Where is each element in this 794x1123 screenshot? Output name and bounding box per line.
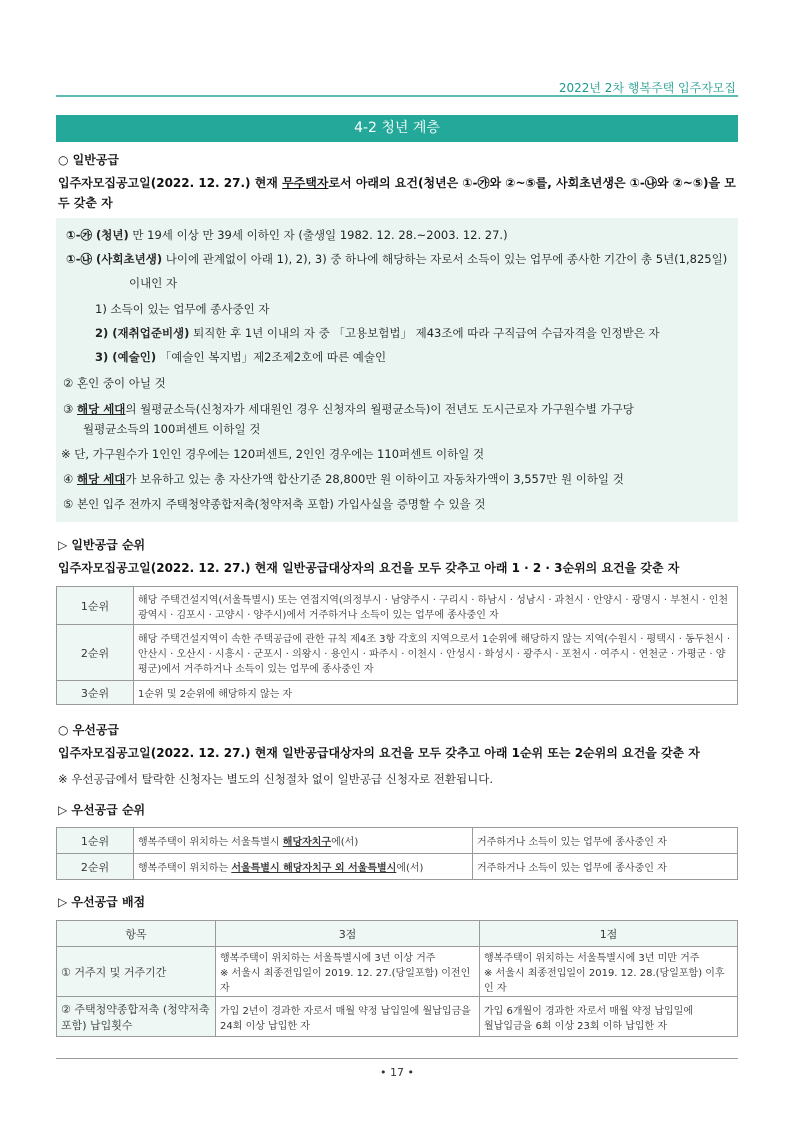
table-row [57,854,738,880]
req-1b [66,250,727,268]
header-item: 항목 [57,921,216,947]
rank-right: 거주하거나 소득이 있는 업무에 종사중인 자 [473,828,738,854]
score-item: ① 거주지 및 거주기간 [57,947,216,997]
score-3pt [216,947,480,997]
req-1b-label: ①-㉯ (사회초년생) [66,252,163,266]
rank-desc: 해당 주택건설지역(서울특별시) 또는 연접지역(의정부시 · 남양주시 · 구리시 · 하남시 · 성남시 · 과천시 · 안양시 · 광명시 · 부천시 · 인천광역시 · 김포시 · 고양시 · 양주시)에서 거주하거나 소득이 있는 업무에 종사중인 자 [134,587,738,625]
score-3pt-line2: 24회 이상 납입한 자 [220,1020,310,1032]
rank-condition-bold: 해당자치구 [282,837,332,848]
section-banner: 4-2 청년 계층 [56,115,738,142]
req-1a [66,226,508,244]
req-2: ② 혼인 중이 아닐 것 [63,376,166,390]
rank-condition-post: 에(서) [331,837,359,848]
score-1pt-line1: 행복주택이 위치하는 서울특별시에 3년 미만 거주 [484,953,700,964]
rank-condition-post: 에(서) [396,863,424,874]
req-5: ⑤ 본인 입주 전까지 주택청약종합저축(청약저축 포함) 가입사실을 증명할 수 있을 것 [63,497,486,511]
req-note: ※ 단, 가구원수가 1인인 경우에는 120퍼센트, 2인인 경우에는 110퍼센트 이하일 것 [61,447,485,461]
general-rank-table [56,586,738,705]
rank-condition-bold: 서울특별시 해당자치구 외 서울특별시 [231,863,397,874]
table-row [57,625,738,681]
rank-cell: 3순위 [57,681,134,705]
req-sub-2-label: 2) (재취업준비생) [95,326,190,340]
score-1pt-line2: ※ 서울시 최종전입일이 2019. 12. 28.(당일포함) 이후인 자 [484,968,725,994]
footer-divider [56,1058,738,1059]
req-4-underlined: 해당 세대 [76,472,126,486]
rank-cell: 2순위 [57,625,134,681]
header-divider [56,95,738,97]
req-1b-cont: 이내인 자 [129,276,178,290]
table-row [57,828,738,854]
score-1pt-line1: 가입 6개월이 경과한 자로서 매월 약정 납입일에 [484,1005,693,1017]
req-4-prefix: ④ [63,472,77,486]
header-1pt: 1점 [480,921,738,947]
rank-condition-pre: 행복주택이 위치하는 [138,863,232,874]
score-item: ② 주택청약종합저축 (청약저축 포함) 납입횟수 [57,997,216,1037]
score-3pt-line1: 가입 2년이 경과한 자로서 매월 약정 납입일에 월납입금을 [220,1005,471,1017]
score-3pt [216,997,480,1037]
req-1a-text: 만 19세 이상 만 39세 이하인 자 (출생일 1982. 12. 28.~2003. 12. 27.) [128,228,508,242]
general-intro-b: 로서 아래의 요건(청년은 ①-㉮와 ②~⑤를, 사회초년생은 ①-㉯와 ②~⑤)을 모두 갖춘 자 [58,176,736,210]
req-sub-3-text: 「예술인 복지법」제2조제2호에 따른 예술인 [156,350,387,364]
priority-heading: ○ 우선공급 [58,723,120,737]
table-row [57,587,738,625]
rank-desc: 1순위 및 2순위에 해당하지 않는 자 [134,681,738,705]
rank-cell: 1순위 [57,587,134,625]
header-3pt: 3점 [216,921,480,947]
requirements-box [56,218,738,522]
priority-score-heading: ▷ 우선공급 배점 [58,895,146,909]
score-1pt [480,997,738,1037]
score-1pt-line2: 월납입금을 6회 이상 23회 이하 납입한 자 [484,1020,668,1032]
req-sub-2 [95,324,660,342]
req-3-text: 의 월평균소득(신청자가 세대원인 경우 신청자의 월평균소득)이 전년도 도시근로자 가구원수별 가구당 [125,402,634,416]
req-4 [63,470,624,488]
req-sub-3 [95,348,386,366]
req-3-cont: 월평균소득의 100퍼센트 이하일 것 [83,422,261,436]
table-header-row [57,921,738,947]
priority-rank-heading: ▷ 우선공급 순위 [58,803,146,817]
score-3pt-line1: 행복주택이 위치하는 서울특별시에 3년 이상 거주 [220,953,436,964]
general-rank-heading: ▷ 일반공급 순위 [58,538,146,552]
rank-cell: 2순위 [57,854,134,880]
general-intro-a: 입주자모집공고일(2022. 12. 27.) 현재 [58,176,283,190]
score-3pt-line2: ※ 서울시 최종전입일이 2019. 12. 27.(당일포함) 이전인 자 [220,968,471,994]
table-row [57,947,738,997]
priority-rank-table [56,827,738,880]
req-4-text: 가 보유하고 있는 총 자산가액 합산기준 28,800만 원 이하이고 자동차가액이 3,557만 원 이하일 것 [125,472,624,486]
req-1b-text: 나이에 관계없이 아래 1), 2), 3) 중 하나에 해당하는 자로서 소득이 있는 업무에 종사한 기간이 총 5년(1,825일) [162,252,728,266]
priority-score-table [56,920,738,1037]
general-intro [58,173,740,213]
general-rank-intro: 입주자모집공고일(2022. 12. 27.) 현재 일반공급대상자의 요건을 모두 갖추고 아래 1 · 2 · 3순위의 요건을 갖춘 자 [58,561,680,575]
req-3 [63,400,634,418]
table-row [57,681,738,705]
req-sub-3-label: 3) (예술인) [95,350,157,364]
rank-condition-pre: 행복주택이 위치하는 서울특별시 [138,837,283,848]
table-row [57,997,738,1037]
priority-intro: 입주자모집공고일(2022. 12. 27.) 현재 일반공급대상자의 요건을 모두 갖추고 아래 1순위 또는 2순위의 요건을 갖춘 자 [58,746,700,760]
req-sub-2-text: 퇴직한 후 1년 이내의 자 중 「고용보험법」 제43조에 따라 구직급여 수급자격을 인정받은 자 [189,326,660,340]
req-3-underlined: 해당 세대 [76,402,126,416]
rank-condition [134,828,473,854]
priority-note: ※ 우선공급에서 탈락한 신청자는 별도의 신청절차 없이 일반공급 신청자로 전환됩니다. [58,772,494,786]
rank-right: 거주하거나 소득이 있는 업무에 종사중인 자 [473,854,738,880]
rank-condition [134,854,473,880]
general-heading: ○ 일반공급 [58,153,120,167]
req-sub-1: 1) 소득이 있는 업무에 종사중인 자 [95,302,270,316]
page-number: • 17 • [380,1066,414,1079]
req-1a-label: ①-㉮ (청년) [66,228,129,242]
general-intro-underlined: 무주택자 [282,176,329,190]
score-1pt [480,947,738,997]
rank-desc: 해당 주택건설지역이 속한 주택공급에 관한 규칙 제4조 3항 각호의 지역으로서 1순위에 해당하지 않는 지역(수원시 · 평택시 · 동두천시 · 안산시 · 오산시 · 시흥시 · 군포시 · 의왕시 · 용인시 · 파주시 · 이천시 · 안성시 · 화성시 · 광주시 · 포천시 · 여주시 · 연천군 · 가평군 · 양평군)에서 거주하거나 소득이 있는 업무에 종사중인 자 [134,625,738,681]
header-title: 2022년 2차 행복주택 입주자모집 [558,81,736,95]
rank-cell: 1순위 [57,828,134,854]
req-3-prefix: ③ [63,402,77,416]
